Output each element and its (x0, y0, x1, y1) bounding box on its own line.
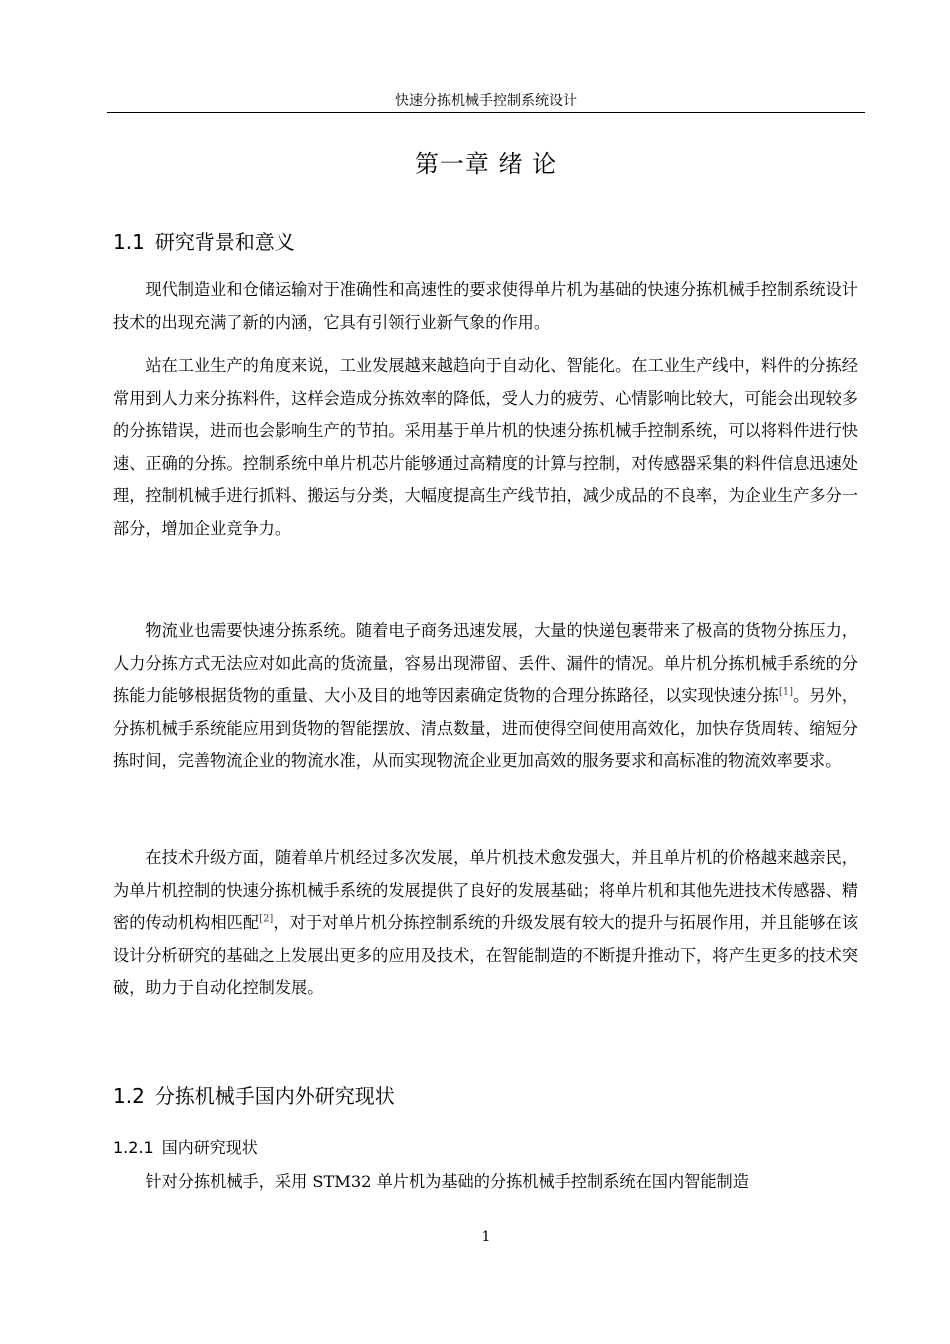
section-number: 1.2 (113, 1084, 145, 1108)
paragraph-3-text-a: 物流业也需要快速分拣系统。随着电子商务迅速发展，大量的快递包裹带来了极高的货物分拣压力，人力分拣方式无法应对如此高的货流量，容易出现滞留、丢件、漏件的情况。单片机分拣机械手系统的分拣能力能够根据货物的重量、大小及目的地等因素确定货物的合理分拣路径，以实现快速分拣 (113, 621, 858, 705)
header-rule (107, 112, 865, 113)
section-number: 1.1 (113, 230, 145, 254)
subsection-heading-1-2-1 (113, 1136, 258, 1160)
section-title: 研究背景和意义 (154, 230, 295, 254)
citation-1: [1] (778, 686, 794, 698)
paragraph-3-text-b: 。另外，分拣机械手系统能应用到货物的智能摆放、清点数量，进而使得空间使用高效化，加快存货周转、缩短分拣时间，完善物流企业的物流水准，从而实现物流企业更加高效的服务要求和高标准的物流效率要求。 (113, 686, 859, 770)
citation-2: [2] (259, 913, 274, 925)
section-heading-1-2 (113, 1082, 395, 1110)
section-heading-1-1 (113, 228, 295, 256)
subsection-number: 1.2.1 (113, 1138, 154, 1157)
subsection-title: 国内研究现状 (161, 1138, 258, 1157)
paragraph-4-text-a: 在技术升级方面，随着单片机经过多次发展，单片机技术愈发强大，并且单片机的价格越来越亲民，为单片机控制的快速分拣机械手系统的发展提供了良好的发展基础；将单片机和其他先进技术传感器、精密的传动机构相匹配 (113, 848, 858, 932)
paragraph-5: 针对分拣机械手，采用 STM32 单片机为基础的分拣机械手控制系统在国内智能制造 (145, 1172, 749, 1191)
paragraph-4 (113, 842, 858, 1005)
paragraph-2: 站在工业生产的角度来说，工业发展越来越趋向于自动化、智能化。在工业生产线中，料件的分拣经常用到人力来分拣料件，这样会造成分拣效率的降低，受人力的疲劳、心情影响比较大，可能会出现较多的分拣错误，进而也会影响生产的节拍。采用基于单片机的快速分拣机械手控制系统，可以将料件进行快速、正确的分拣。控制系统中单片机芯片能够通过高精度的计算与控制，对传感器采集的料件信息迅速处理，控制机械手进行抓料、搬运与分类，大幅度提高生产线节拍，减少成品的不良率，为企业生产多分一部分，增加企业竞争力。 (113, 356, 858, 538)
paragraph-4-text-b: ，对于对单片机分拣控制系统的升级发展有较大的提升与拓展作用，并且能够在该设计分析研究的基础之上发展出更多的应用及技术，在智能制造的不断提升推动下，将产生更多的技术突破，助力于自动化控制发展。 (113, 913, 859, 997)
paragraph-3 (113, 615, 858, 778)
page-number: 1 (481, 1229, 491, 1245)
chapter-title: 第一章 绪 论 (414, 150, 558, 178)
section-title: 分拣机械手国内外研究现状 (154, 1084, 395, 1108)
running-header: 快速分拣机械手控制系统设计 (395, 93, 577, 109)
paragraph-1: 现代制造业和仓储运输对于准确性和高速性的要求使得单片机为基础的快速分拣机械手控制系统设计技术的出现充满了新的内涵，它具有引领行业新气象的作用。 (113, 280, 858, 332)
